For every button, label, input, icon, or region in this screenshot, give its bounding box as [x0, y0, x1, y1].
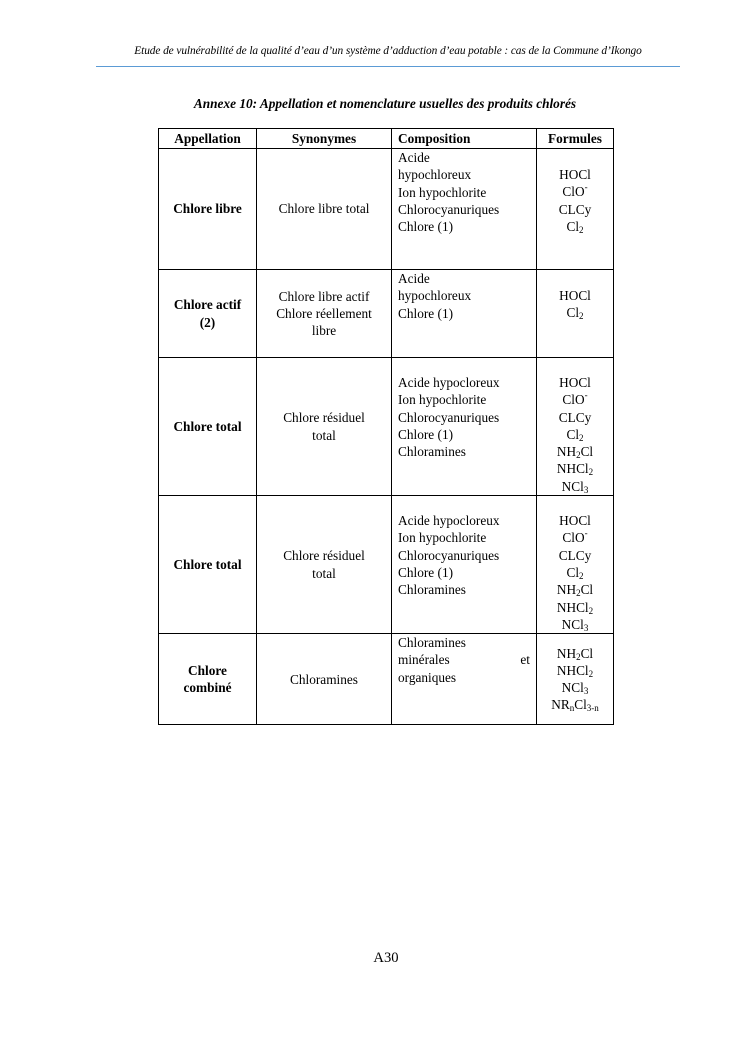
formula: HOCl: [559, 288, 591, 303]
formula: NCl$_3$: [561, 616, 589, 633]
header-divider: [96, 66, 680, 67]
formula: HOCl: [559, 375, 591, 390]
composition-line: Chloramines: [398, 635, 466, 651]
formula: $NH_2Cl$: [556, 582, 594, 599]
appellation-cell: Chlore total: [159, 496, 257, 634]
composition-line: organiques: [398, 669, 457, 685]
composition-cell: [392, 496, 537, 634]
appellation-cell: Chlore libre: [159, 149, 257, 270]
table-row: [159, 270, 614, 358]
formula: ClO-: [562, 182, 588, 200]
composition-line: Ion hypochlorite: [398, 530, 487, 546]
formula: NCl$_3$: [561, 478, 589, 495]
formula: NHCl$_2$: [556, 461, 594, 478]
composition-line: Acide: [398, 150, 430, 165]
composition-line: Ion hypochlorite: [398, 392, 487, 408]
composition-line: Acide hypocloreux: [398, 513, 500, 529]
formula: HOCl: [559, 513, 591, 529]
header-formules: Formules: [537, 129, 614, 149]
table-row: [159, 496, 614, 634]
table-row: [159, 634, 614, 725]
formula: ClO-: [562, 528, 588, 546]
formula: $Cl_2$: [566, 305, 584, 322]
formules-cell: [537, 270, 614, 358]
composition-line: hypochloreux: [398, 167, 472, 183]
appellation-cell: Chlore combiné: [159, 634, 257, 725]
synonymes-cell: Chlore résiduel total: [257, 358, 392, 496]
running-header: Etude de vulnérabilité de la qualité d’eau d’un système d’adduction d’eau potable : cas de la Commune d’Ikongo: [134, 45, 642, 57]
formula: CLCy: [558, 201, 592, 217]
synonymes-cell: Chloramines: [257, 634, 392, 725]
composition-line: hypochloreux: [398, 288, 472, 304]
formules-cell: [537, 634, 614, 725]
table-header-row: [159, 129, 614, 149]
appellation-cell: Chlore total: [159, 358, 257, 496]
composition-cell: [392, 270, 537, 358]
formula: $Cl_2$: [566, 564, 584, 581]
formula: $NH_2Cl$: [556, 444, 594, 461]
composition-line: Chloramines: [398, 582, 466, 598]
appellation-cell: Chlore actif (2): [159, 270, 257, 358]
formula: NCl$_3$: [561, 680, 589, 697]
page-number: A30: [373, 950, 399, 966]
chlorine-nomenclature-table: [158, 128, 614, 725]
formula: CLCy: [558, 409, 592, 425]
formules-cell: [537, 149, 614, 270]
composition-line: Chlore (1): [398, 564, 454, 580]
header-appellation: Appellation: [159, 129, 257, 149]
formula: NHCl$_2$: [556, 662, 594, 679]
table-caption: Annexe 10: Appellation et nomenclature usuelles des produits chlorés: [193, 96, 577, 111]
table-row: [159, 358, 614, 496]
composition-line: minérales et: [398, 652, 530, 668]
composition-line: Chloramines: [398, 444, 466, 460]
synonymes-cell: Chlore libre actif Chlore réellement libre: [257, 270, 392, 358]
composition-line: Chlore (1): [398, 426, 454, 442]
formula: $NR_nCl_{3-n}$: [551, 697, 599, 714]
formules-cell: [537, 496, 614, 634]
composition-line: Ion hypochlorite: [398, 184, 487, 200]
composition-cell: [392, 634, 537, 725]
header-composition: Composition: [392, 129, 537, 149]
composition-line: Chlorocyanuriques: [398, 547, 500, 563]
synonymes-cell: Chlore libre total: [257, 149, 392, 270]
composition-line: Acide: [398, 271, 430, 286]
composition-line: Acide hypocloreux: [398, 375, 500, 390]
composition-line: Chlore (1): [398, 305, 454, 321]
formula: HOCl: [559, 167, 591, 182]
formula: CLCy: [558, 547, 592, 563]
header-synonymes: Synonymes: [257, 129, 392, 149]
synonymes-cell: Chlore résiduel total: [257, 496, 392, 634]
formula: $Cl_2$: [566, 426, 584, 443]
formula: $NH_2Cl$: [556, 645, 594, 662]
formules-cell: [537, 358, 614, 496]
composition-line: Chlorocyanuriques: [398, 409, 500, 425]
formula: $Cl_2$: [566, 218, 584, 235]
table-row: [159, 149, 614, 270]
formula: ClO-: [562, 390, 588, 408]
formula: NHCl$_2$: [556, 599, 594, 616]
composition-line: Chlore (1): [398, 219, 454, 235]
composition-line: Chlorocyanuriques: [398, 201, 500, 217]
composition-cell: [392, 149, 537, 270]
composition-cell: [392, 358, 537, 496]
